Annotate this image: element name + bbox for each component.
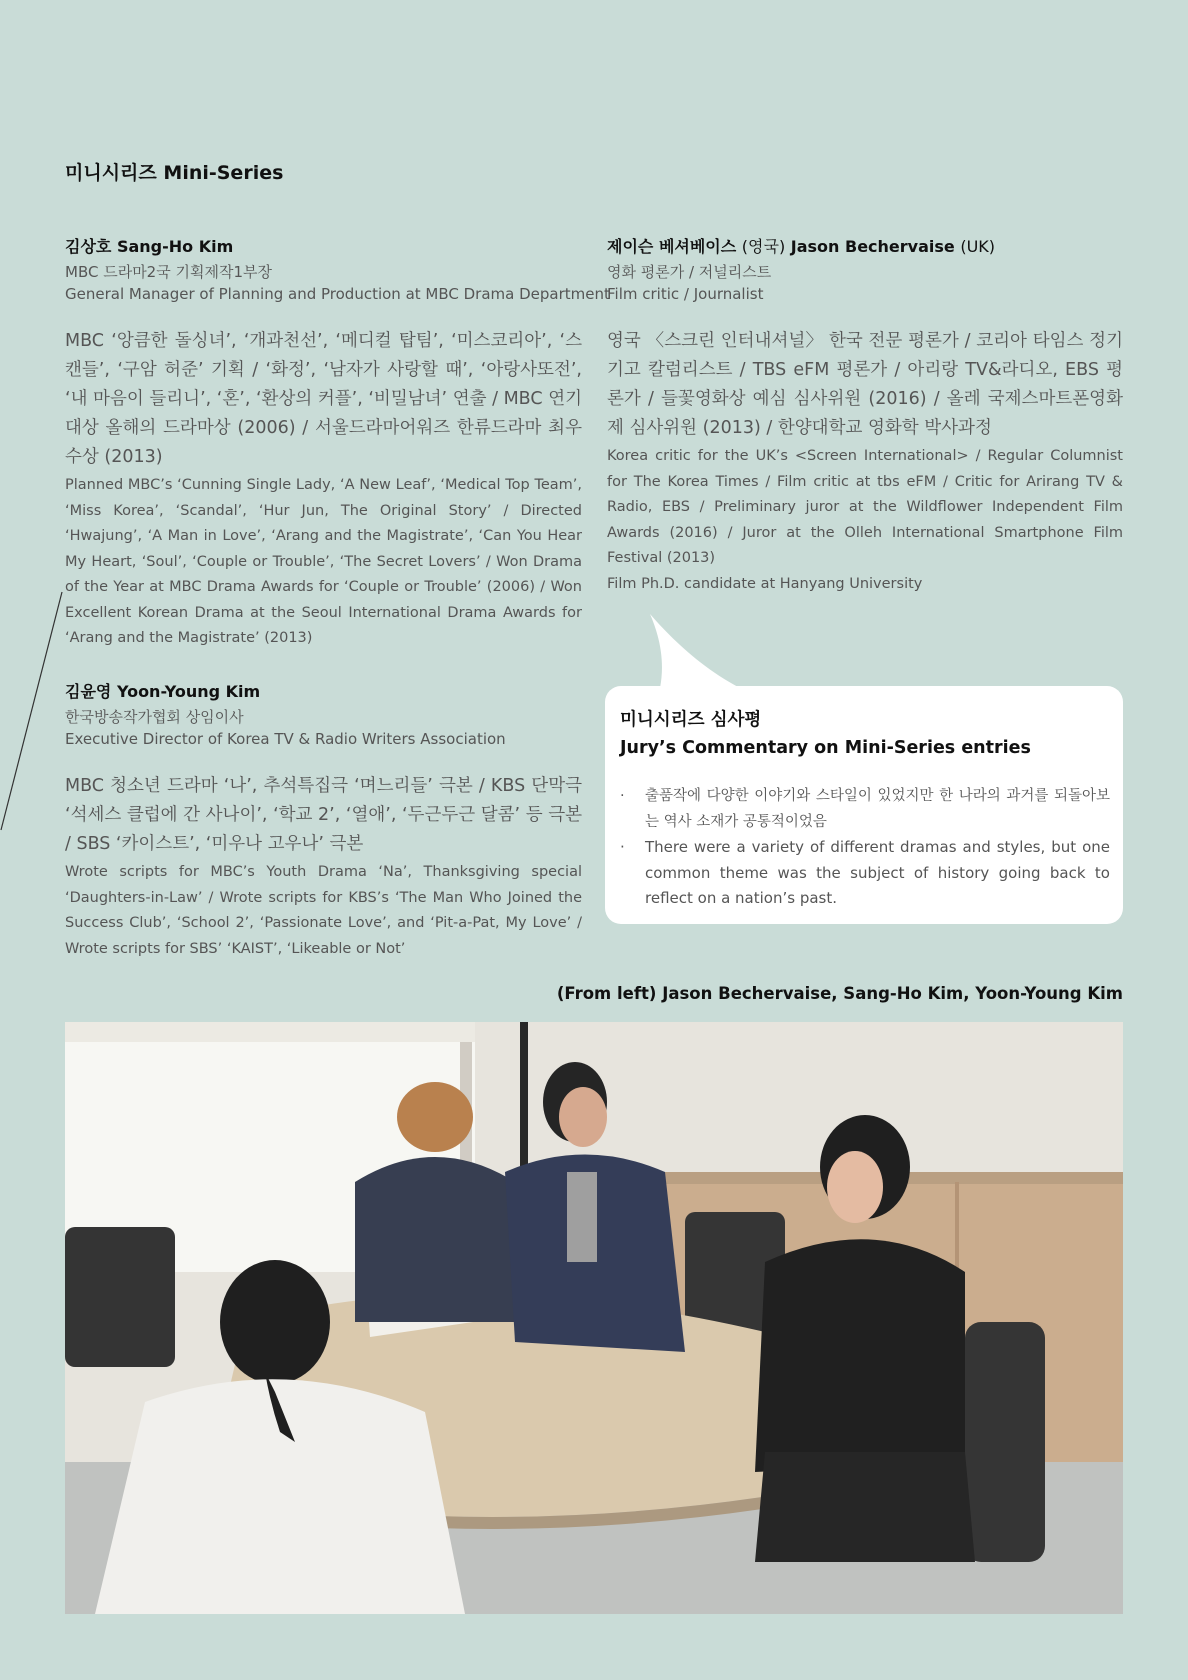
juror-bio-kor: MBC ‘앙큼한 돌싱녀’, ‘개과천선’, ‘메디컬 탑팀’, ‘미스코리아’, ‘스캔들’, ‘구암 허준’ 기획 / ‘화정’, ‘남자가 사랑할 때’, ‘아랑사또전’, ‘내 마음이 들리니’, ‘혼’, ‘환상의 커플’, ‘비밀남녀’ 연출 / MBC 연기대상 올해의 드라마상 (2006) / 서울드라마어워즈 한류드라마 최우수상 (2013) bbox=[65, 331, 582, 467]
juror-jason bbox=[607, 234, 1123, 597]
juror-yoonyoung bbox=[65, 679, 582, 962]
juror-sangho bbox=[65, 234, 610, 652]
juror-bio-kor: MBC 청소년 드라마 ‘나’, 추석특집극 ‘며느리들’ 극본 / KBS 단막극 ‘석세스 클럽에 간 사나이’, ‘학교 2’, ‘열애’, ‘두근두근 달콤’ 등 극본 / SBS ‘카이스트’, ‘미우나 고우나’ 극본 bbox=[65, 776, 582, 854]
juror-name: 김상호 Sang-Ho Kim bbox=[65, 237, 234, 256]
commentary-title-eng: Jury’s Commentary on Mini-Series entries bbox=[620, 738, 1031, 758]
juror-bio-kor: 영국 〈스크린 인터내셔널〉 한국 전문 평론가 / 코리아 타임스 정기 기고 칼럼리스트 / TBS eFM 평론가 / 아리랑 TV&라디오, EBS 평론가 / 들꽃영화상 예심 심사위원 (2016) / 올레 국제스마트폰영화제 심사위원 (2013) / 한양대학교 영화학 박사과정 bbox=[607, 331, 1123, 438]
juror-bio-eng: Wrote scripts for MBC’s Youth Drama ‘Na’, Thanksgiving special ‘Daughters-in-Law’ / Wrote scripts for KBS’s ‘The Man Who Joined the Success Club’, ‘School 2’, ‘Passionate Love’, and ‘Pit-a-Pat, My Love’ / Wrote scripts for SBS’ ‘KAIST’, ‘Likeable or Not’ bbox=[65, 864, 582, 957]
speech-bubble-pointer bbox=[640, 612, 760, 692]
commentary-item-eng: · There were a variety of different dramas and styles, but one common theme was the subject of history going back to reflect on a nation’s past. bbox=[620, 835, 1110, 912]
section-title-kor: 미니시리즈 bbox=[65, 162, 157, 184]
juror-role-kor: 영화 평론가 / 저널리스트 bbox=[607, 263, 772, 281]
commentary-bubble bbox=[605, 686, 1123, 924]
juror-bio-eng-2: Film Ph.D. candidate at Hanyang University bbox=[607, 575, 923, 592]
commentary-title-kor: 미니시리즈 심사평 bbox=[620, 710, 762, 730]
juror-bio-eng: Planned MBC’s ‘Cunning Single Lady, ‘A New Leaf’, ‘Medical Top Team’, ‘Miss Korea’, ‘Scandal’, ‘Hur Jun, The Original Story’ / Directed ‘Hwajung’, ‘A Man in Love’, ‘Arang and the Magistrate’, ‘Can You Hear My Heart, ‘Soul’, ‘Couple or Trouble’, ‘The Secret Lovers’ / Won Drama of the Year at MBC Drama Awards for ‘Couple or Trouble’ (2006) / Won Excellent Korean Drama at the Seoul International Drama Awards for ‘Arang and the Magistrate’ (2013) bbox=[65, 477, 582, 646]
juror-role-kor: MBC 드라마2국 기획제작1부장 bbox=[65, 263, 272, 281]
commentary-item-kor: · 출품작에 다양한 이야기와 스타일이 있었지만 한 나라의 과거를 되돌아보는 역사 소재가 공통적이었음 bbox=[620, 784, 1110, 835]
jury-photo bbox=[65, 1022, 1123, 1614]
bullet: · bbox=[620, 788, 625, 804]
juror-name: 제이슨 베셔베이스 (영국) Jason Bechervaise (UK) bbox=[607, 237, 996, 256]
jury-photo-illustration bbox=[65, 1022, 1123, 1614]
section-title-eng: Mini-Series bbox=[163, 162, 284, 184]
juror-role-kor: 한국방송작가협회 상임이사 bbox=[65, 708, 244, 726]
bullet: · bbox=[620, 838, 625, 856]
decorative-line bbox=[0, 590, 70, 840]
juror-role-eng: Executive Director of Korea TV & Radio Writers Association bbox=[65, 730, 506, 748]
photo-caption: (From left) Jason Bechervaise, Sang-Ho Kim, Yoon-Young Kim bbox=[556, 984, 1123, 1003]
juror-role-eng: Film critic / Journalist bbox=[607, 285, 764, 303]
juror-role-eng: General Manager of Planning and Production at MBC Drama Department bbox=[65, 285, 610, 303]
section-title bbox=[65, 158, 283, 185]
juror-name: 김윤영 Yoon-Young Kim bbox=[65, 682, 261, 701]
juror-bio-eng: Korea critic for the UK’s <Screen International> / Regular Columnist for The Korea Times / Film critic at tbs eFM / Critic for Arirang TV & Radio, EBS / Preliminary juror at the Wildflower Independent Film Awards (2016) / Juror at the Olleh International Smartphone Film Festival (2013) bbox=[607, 448, 1123, 566]
commentary-title bbox=[620, 706, 1031, 762]
commentary-list bbox=[620, 784, 1110, 912]
